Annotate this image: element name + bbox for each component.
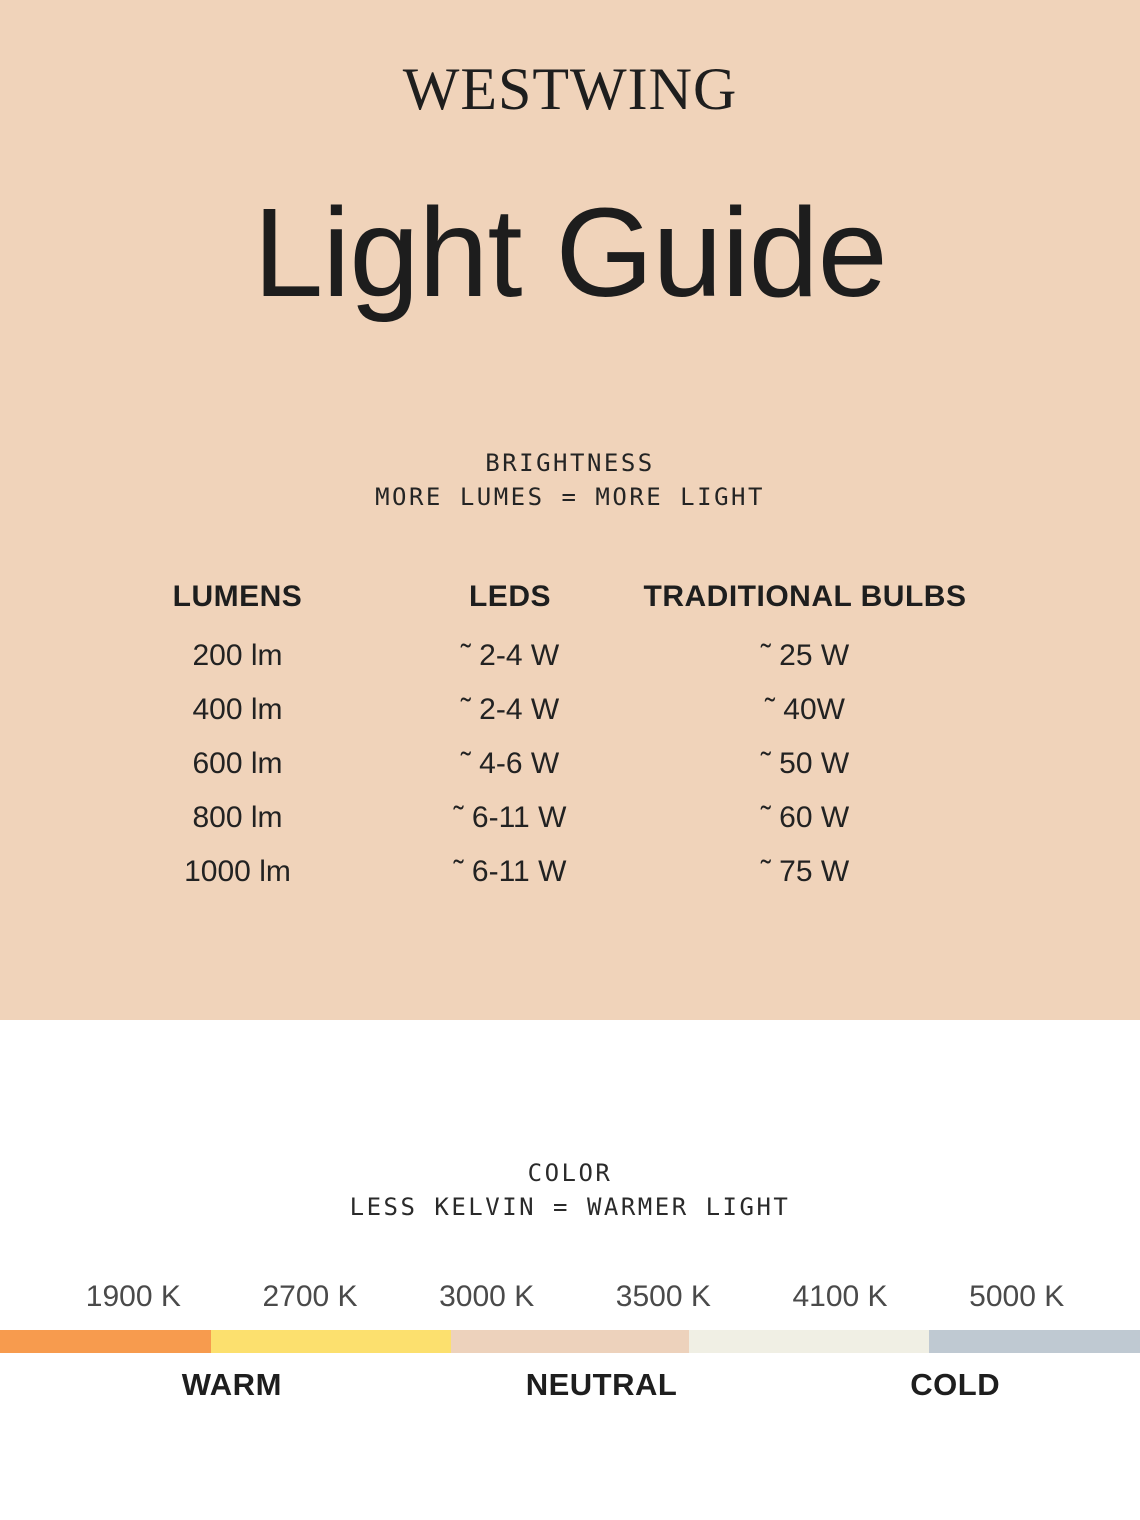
table-cell-led: ˜ 2-4 W xyxy=(460,693,560,726)
brightness-heading-line2: MORE LUMES = MORE LIGHT xyxy=(375,483,765,511)
zone-label-cold: COLD xyxy=(910,1367,1001,1402)
column-header-lumens: LUMENS xyxy=(172,580,303,613)
kelvin-label-3000: 3000 K xyxy=(439,1280,535,1313)
table-cell-led: ˜ 2-4 W xyxy=(460,639,560,672)
table-cell-lumens: 400 lm xyxy=(192,693,283,726)
color-heading xyxy=(0,1156,1140,1224)
table-cell-lumens: 1000 lm xyxy=(184,855,291,888)
table-cell-bulb: ˜ 40W xyxy=(764,693,845,726)
table-cell-led: ˜ 4-6 W xyxy=(460,747,560,780)
kelvin-label-3500: 3500 K xyxy=(615,1280,711,1313)
temperature-zone-labels xyxy=(0,1367,1140,1403)
table-cell-bulb: ˜ 75 W xyxy=(760,855,850,888)
brand-logo: WESTWING xyxy=(402,56,738,122)
zone-label-warm: WARM xyxy=(181,1367,282,1402)
kelvin-color-scale-bar xyxy=(0,1330,1140,1353)
scale-segment-warm-orange xyxy=(0,1330,211,1353)
color-section xyxy=(0,1020,1140,1520)
table-cell-led: ˜ 6-11 W xyxy=(453,855,567,888)
scale-segment-cold-bluegray xyxy=(929,1330,1140,1353)
color-heading-line1: COLOR xyxy=(527,1159,613,1187)
kelvin-label-1900: 1900 K xyxy=(85,1280,181,1313)
page-title: Light Guide xyxy=(253,182,887,323)
scale-segment-warm-yellow xyxy=(211,1330,451,1353)
kelvin-label-5000: 5000 K xyxy=(969,1280,1065,1313)
column-header-leds: LEDS xyxy=(468,580,551,613)
column-header-traditional-bulbs: TRADITIONAL BULBS xyxy=(643,580,967,613)
kelvin-tick-labels xyxy=(0,1280,1140,1314)
table-cell-lumens: 200 lm xyxy=(192,639,283,672)
kelvin-label-4100: 4100 K xyxy=(792,1280,888,1313)
table-cell-bulb: ˜ 60 W xyxy=(760,801,850,834)
color-heading-line2: LESS KELVIN = WARMER LIGHT xyxy=(349,1193,791,1221)
brightness-heading-line1: BRIGHTNESS xyxy=(485,449,655,477)
scale-segment-neutral-cream xyxy=(689,1330,929,1353)
table-cell-bulb: ˜ 50 W xyxy=(760,747,850,780)
zone-label-neutral: NEUTRAL xyxy=(525,1367,678,1402)
table-cell-lumens: 800 lm xyxy=(192,801,283,834)
table-cell-led: ˜ 6-11 W xyxy=(453,801,567,834)
table-cell-bulb: ˜ 25 W xyxy=(760,639,850,672)
table-cell-lumens: 600 lm xyxy=(192,747,283,780)
brightness-heading xyxy=(0,446,1140,514)
scale-segment-neutral-tan xyxy=(451,1330,689,1353)
lumens-table xyxy=(60,575,1005,899)
kelvin-label-2700: 2700 K xyxy=(262,1280,358,1313)
